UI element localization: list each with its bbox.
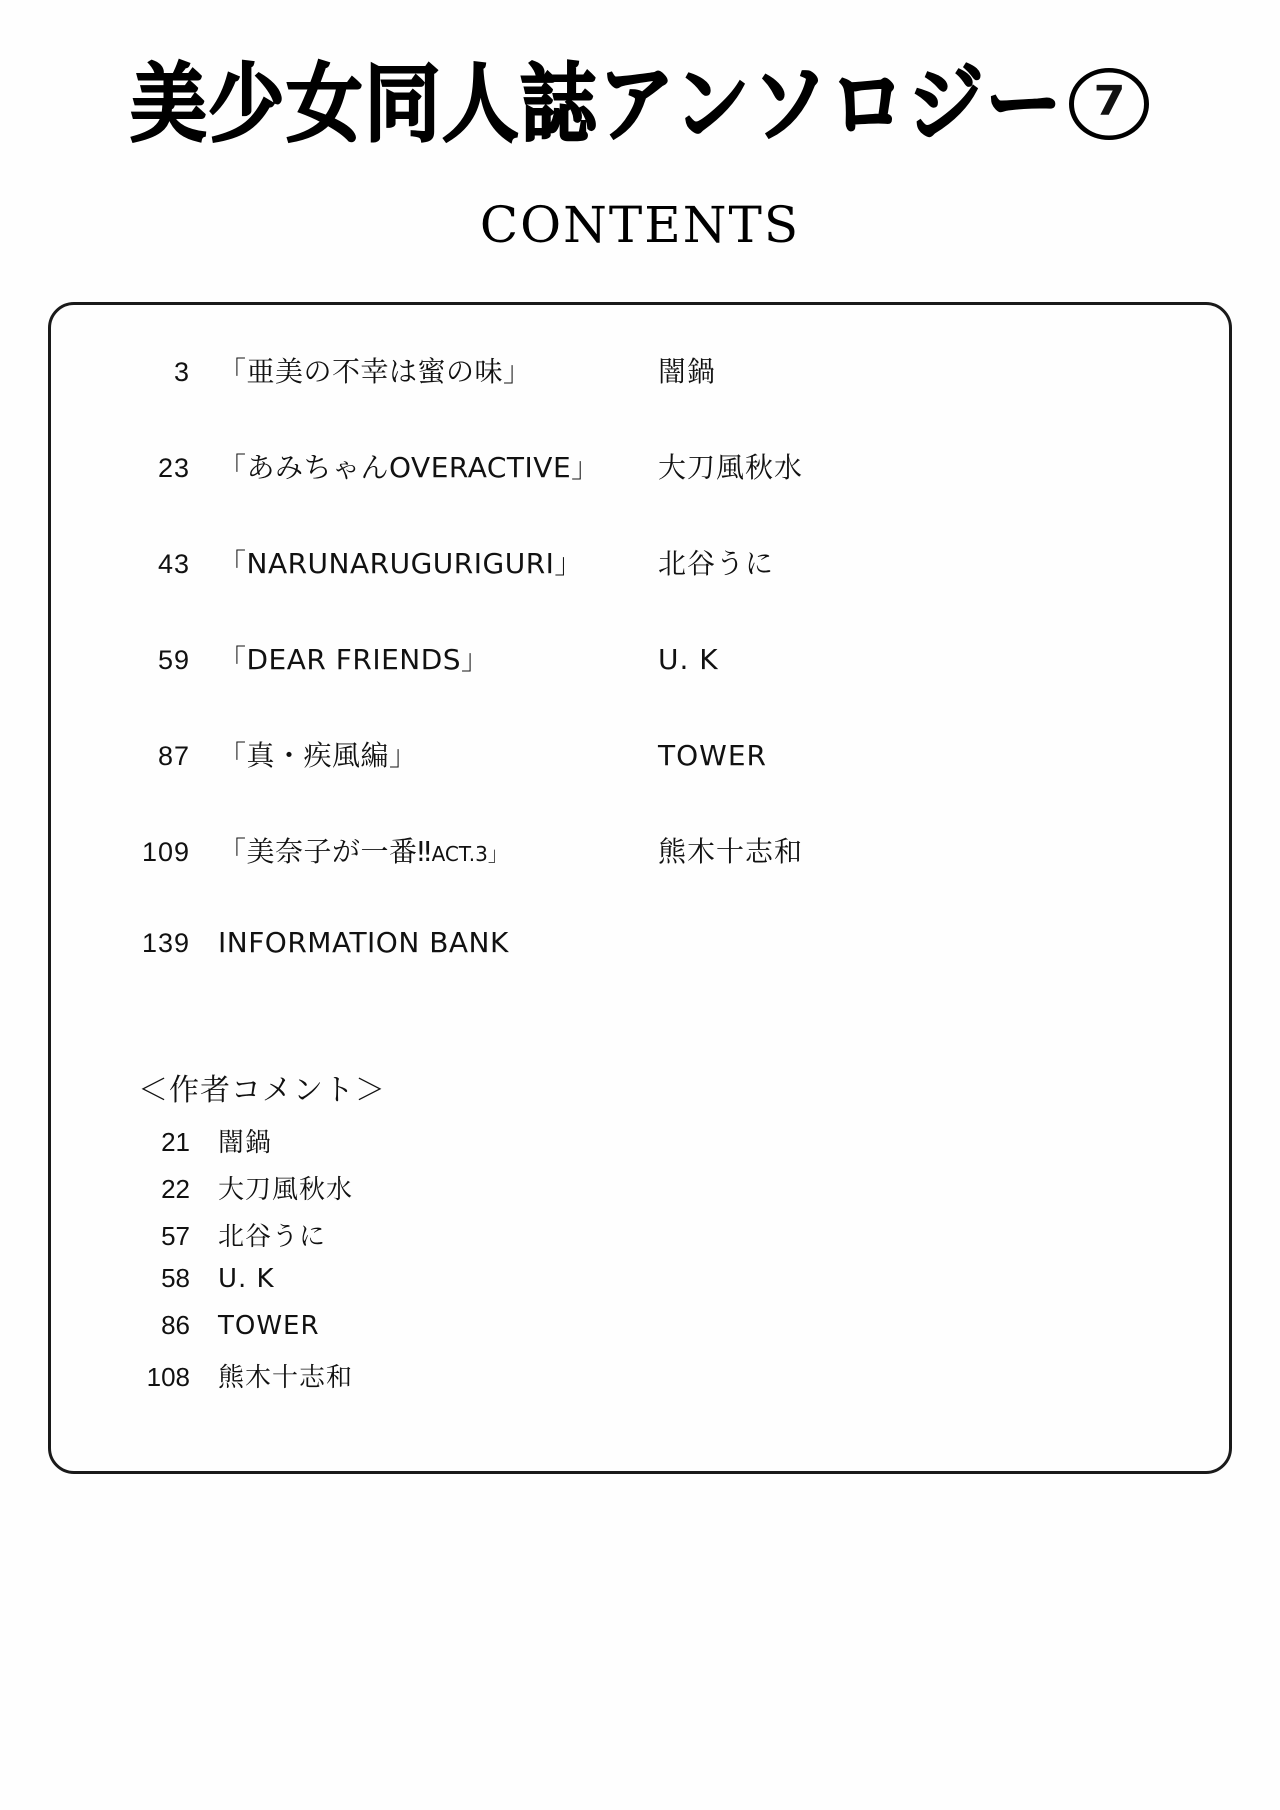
toc-entry <box>120 350 1120 446</box>
comment-entry <box>120 1169 620 1216</box>
page-title: 美少女同人誌アンソロジー <box>130 54 1064 154</box>
toc-entry <box>120 542 1120 638</box>
toc-title-sub: ACT.3」 <box>431 842 508 866</box>
toc-title: 「亜美の不幸は蜜の味」 <box>218 355 532 388</box>
author-comments-heading: ＜作者コメント＞ <box>138 1073 386 1108</box>
comment-author: 大刀風秋水 <box>218 1175 354 1205</box>
toc-page-number: 139 <box>141 928 190 958</box>
contents-heading: CONTENTS <box>479 196 801 254</box>
comment-author: 闇鍋 <box>218 1128 273 1158</box>
title-block <box>0 54 1280 154</box>
comment-entry <box>120 1357 620 1404</box>
comment-entry <box>120 1263 620 1310</box>
author-comments-list <box>120 1122 620 1404</box>
comment-author: TOWER <box>218 1311 320 1341</box>
toc-entry <box>120 446 1120 542</box>
comment-author: U. K <box>218 1264 275 1294</box>
toc-page-number: 3 <box>173 357 190 387</box>
toc-title: 「NARUNARUGURIGURI」 <box>218 547 583 580</box>
volume-number-badge: 7 <box>1069 68 1149 140</box>
toc-page-number: 23 <box>157 453 190 483</box>
toc-page-number: 43 <box>157 549 190 579</box>
toc-author: TOWER <box>658 739 767 772</box>
comment-page-number: 86 <box>161 1310 190 1340</box>
toc-title: INFORMATION BANK <box>218 926 509 959</box>
comment-page-number: 108 <box>146 1362 190 1392</box>
toc-author: 闇鍋 <box>658 355 717 388</box>
comment-entry <box>120 1310 620 1357</box>
comment-page-number: 21 <box>161 1127 190 1157</box>
toc-page-number: 59 <box>157 645 190 675</box>
comment-entry <box>120 1216 620 1263</box>
toc-list <box>120 350 1120 1022</box>
toc-author: U. K <box>658 643 719 676</box>
toc-title <box>218 830 658 870</box>
toc-title-main: 「美奈子が一番‼ <box>218 835 432 868</box>
toc-author: 熊木十志和 <box>658 835 804 868</box>
toc-author: 大刀風秋水 <box>658 451 804 484</box>
comment-page-number: 58 <box>161 1263 190 1293</box>
comment-page-number: 57 <box>161 1221 190 1251</box>
toc-title: 「DEAR FRIENDS」 <box>218 643 490 676</box>
toc-author: 北谷うに <box>658 547 775 580</box>
toc-title: 「真・疾風編」 <box>218 739 418 772</box>
toc-entry <box>120 926 1120 1022</box>
toc-entry <box>120 734 1120 830</box>
comment-author: 熊木十志和 <box>218 1363 354 1393</box>
toc-page-number: 109 <box>141 837 190 867</box>
comment-entry <box>120 1122 620 1169</box>
toc-entry <box>120 830 1120 926</box>
toc-title: 「あみちゃんOVERACTIVE」 <box>218 451 600 484</box>
toc-page-number: 87 <box>157 741 190 771</box>
comment-author: 北谷うに <box>218 1222 327 1252</box>
comment-page-number: 22 <box>161 1174 190 1204</box>
toc-entry <box>120 638 1120 734</box>
